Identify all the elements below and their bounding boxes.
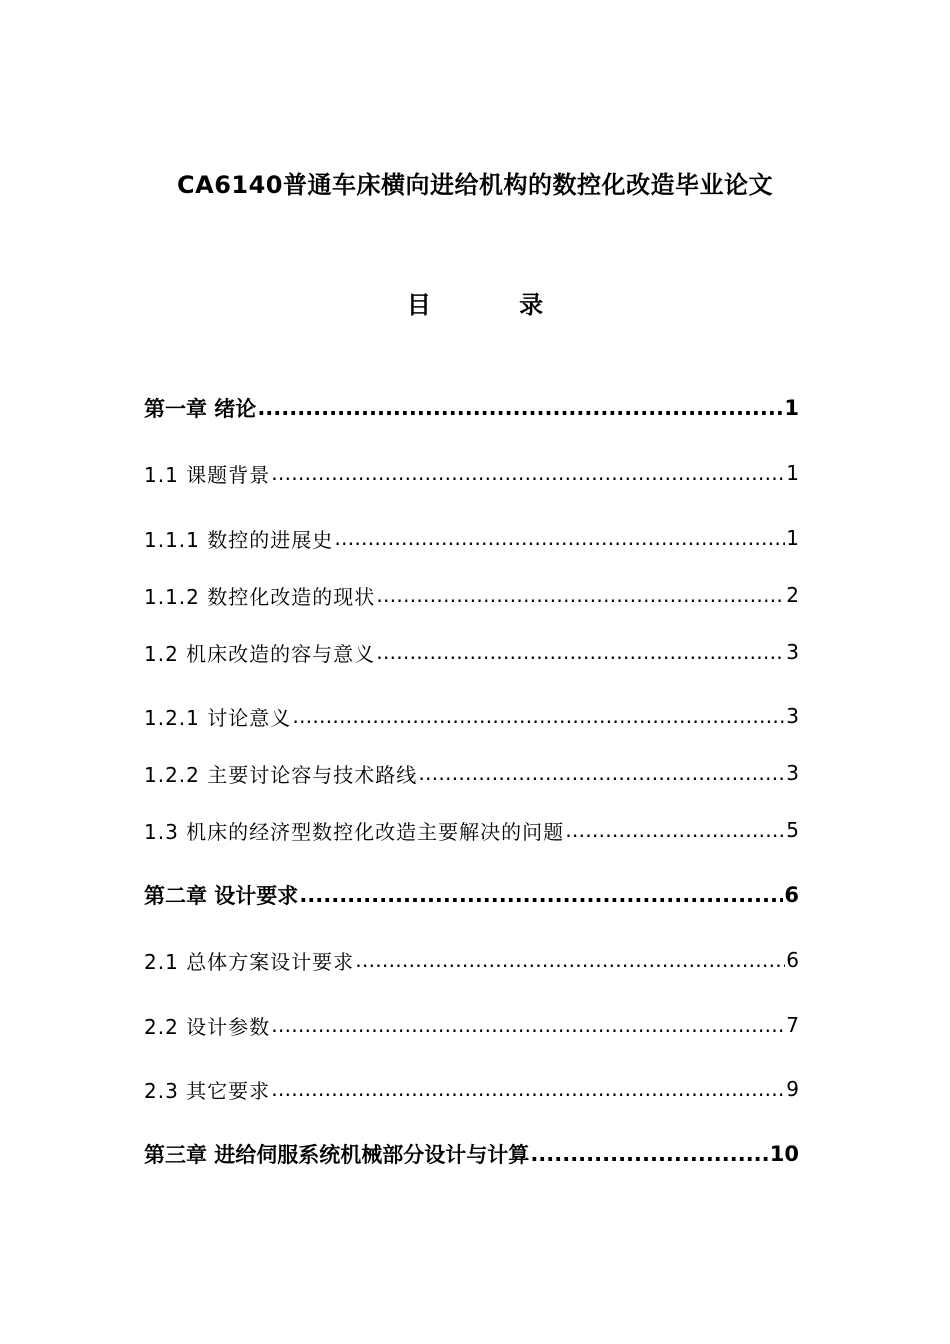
toc-leader-dots [271, 461, 785, 485]
toc-entry-label: 第三章 进给伺服系统机械部分设计与计算 [144, 1143, 530, 1167]
toc-entry-page: 3 [786, 761, 799, 785]
toc-entry-page: 9 [786, 1077, 799, 1101]
toc-entry-label: 1.2 机床改造的容与意义 [144, 641, 376, 666]
toc-entry-1-1-2[interactable] [144, 580, 799, 610]
document-title: CA6140普通车床横向进给机构的数控化改造毕业论文 [177, 171, 773, 199]
toc-leader-dots [257, 396, 783, 420]
toc-entry-label: 2.2 设计参数 [144, 1014, 271, 1039]
toc-entry-2-1[interactable] [144, 945, 799, 975]
toc-leader-dots [355, 948, 785, 972]
toc-entry-label: 1.1.1 数控的进展史 [144, 527, 334, 552]
toc-entry-1-2[interactable] [144, 637, 799, 667]
toc-entry-1-1[interactable] [144, 458, 799, 488]
toc-entry-page: 5 [786, 818, 799, 842]
toc-leader-dots [292, 704, 785, 728]
toc-entry-label: 第二章 设计要求 [144, 884, 299, 908]
toc-entry-page: 6 [784, 883, 799, 907]
toc-entry-label: 2.3 其它要求 [144, 1078, 271, 1103]
toc-leader-dots [376, 583, 785, 607]
toc-entry-chapter-1[interactable] [144, 393, 799, 423]
toc-entry-page: 1 [786, 526, 799, 550]
toc-entry-1-1-1[interactable] [144, 523, 799, 553]
toc-entry-chapter-2[interactable] [144, 880, 799, 910]
toc-entry-page: 1 [784, 396, 799, 420]
toc-entry-1-2-2[interactable] [144, 758, 799, 788]
toc-entry-label: 2.1 总体方案设计要求 [144, 949, 355, 974]
toc-leader-dots [334, 526, 785, 550]
toc-entry-1-2-1[interactable] [144, 701, 799, 731]
toc-entry-page: 3 [786, 640, 799, 664]
toc-entry-2-3[interactable] [144, 1074, 799, 1104]
toc-entry-label: 1.2.1 讨论意义 [144, 705, 292, 730]
toc-entry-page: 3 [786, 704, 799, 728]
toc-entry-chapter-3[interactable] [144, 1139, 799, 1169]
toc-entry-page: 1 [786, 461, 799, 485]
toc-entry-label: 1.1 课题背景 [144, 462, 271, 487]
toc-entry-1-3[interactable] [144, 815, 799, 845]
toc-entry-page: 2 [786, 583, 799, 607]
toc-entry-2-2[interactable] [144, 1010, 799, 1040]
toc-entry-label: 1.3 机床的经济型数控化改造主要解决的问题 [144, 819, 565, 844]
toc-entry-label: 1.1.2 数控化改造的现状 [144, 584, 376, 609]
toc-leader-dots [530, 1142, 768, 1166]
toc-leader-dots [376, 640, 785, 664]
toc-leader-dots [299, 883, 783, 907]
toc-entry-label: 第一章 绪论 [144, 397, 257, 421]
toc-entry-page: 10 [769, 1142, 799, 1166]
toc-entry-label: 1.2.2 主要讨论容与技术路线 [144, 762, 418, 787]
toc-entry-page: 7 [786, 1013, 799, 1037]
toc-leader-dots [565, 818, 785, 842]
toc-leader-dots [271, 1013, 785, 1037]
toc-heading: 目 录 [406, 291, 584, 319]
toc-entry-page: 6 [786, 948, 799, 972]
toc-leader-dots [418, 761, 785, 785]
toc-leader-dots [271, 1077, 785, 1101]
